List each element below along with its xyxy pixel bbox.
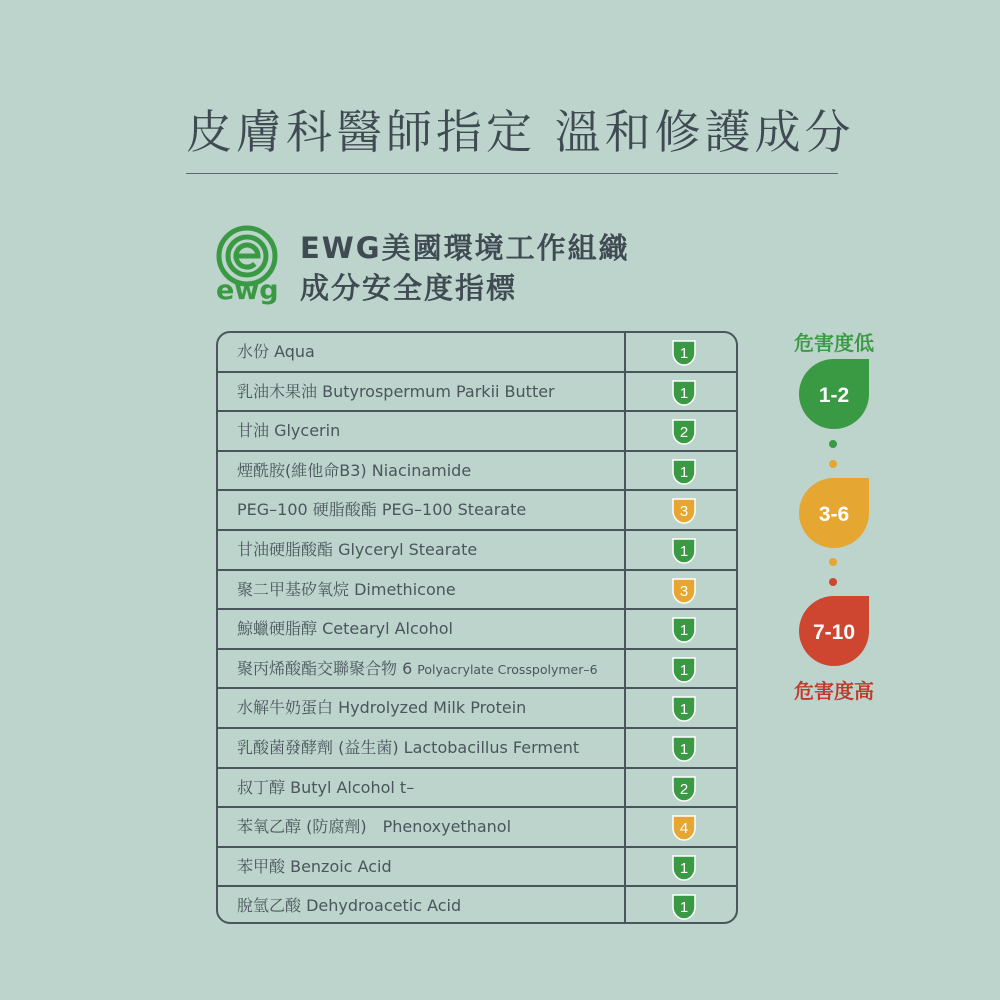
legend-range-low: 1-2 — [818, 384, 850, 407]
column-divider — [624, 531, 626, 569]
legend-range-high: 7-10 — [812, 621, 856, 644]
column-divider — [624, 689, 626, 727]
ingredient-table — [216, 331, 738, 924]
ingredient-name: 叔丁醇 Butyl Alcohol t– — [237, 777, 415, 797]
ewg-score-badge — [672, 776, 696, 802]
ewg-score-value: 1 — [679, 741, 689, 758]
column-divider — [624, 452, 626, 490]
ewg-score-value: 1 — [679, 859, 689, 877]
ingredient-name: PEG–100 硬脂酸酯 PEG–100 Stearate — [237, 500, 527, 520]
ewg-score-badge — [672, 736, 696, 762]
ewg-score-badge — [672, 894, 696, 920]
ingredient-name: 乳酸菌發酵劑 (益生菌) Lactobacillus Ferment — [237, 738, 580, 757]
table-row — [218, 452, 736, 492]
table-row — [218, 689, 736, 729]
ingredient-name: 甘油硬脂酸酯 Glyceryl Stearate — [237, 540, 478, 559]
table-row — [218, 571, 736, 611]
ingredient-name: 乳油木果油 Butyrospermum Parkii Butter — [237, 381, 555, 401]
ingredient-name: 水解牛奶蛋白 Hydrolyzed Milk Protein — [237, 698, 527, 718]
ewg-score-value: 1 — [679, 543, 689, 560]
legend-range-mid: 3-6 — [818, 503, 850, 526]
legend-drop-high — [799, 596, 869, 666]
drop-mid-icon — [799, 478, 869, 548]
legend-dot — [829, 578, 837, 586]
table-row — [218, 769, 736, 809]
table-row — [218, 333, 736, 373]
ewg-score-value: 1 — [679, 463, 689, 481]
column-divider — [624, 333, 626, 371]
ingredient-name: 水份 Aqua — [237, 342, 315, 361]
ewg-score-badge — [672, 815, 696, 841]
table-row — [218, 808, 736, 848]
ewg-score-value: 1 — [679, 701, 689, 719]
ewg-score-badge — [672, 498, 696, 524]
ewg-score-badge — [672, 657, 696, 683]
table-row — [218, 412, 736, 452]
ewg-score-badge — [672, 459, 696, 485]
ewg-score-badge — [672, 696, 696, 722]
ewg-heading-line2: 成分安全度指標 — [300, 271, 518, 305]
page-title: 皮膚科醫師指定 溫和修護成分 — [186, 105, 855, 159]
table-row — [218, 729, 736, 769]
legend-dot — [829, 460, 837, 468]
title-divider — [186, 173, 838, 174]
ewg-score-value: 1 — [679, 899, 689, 917]
ingredient-name: 脫氫乙酸 Dehydroacetic Acid — [237, 896, 462, 916]
column-divider — [624, 412, 626, 450]
column-divider — [624, 887, 626, 924]
table-row — [218, 373, 736, 413]
ewg-heading — [300, 228, 630, 308]
ewg-score-value: 4 — [679, 820, 689, 838]
legend-drop-mid — [799, 478, 869, 548]
table-row — [218, 650, 736, 690]
column-divider — [624, 729, 626, 767]
table-row — [218, 491, 736, 531]
ewg-score-badge — [672, 855, 696, 881]
legend-dot — [829, 558, 837, 566]
legend-drop-low — [799, 359, 869, 429]
table-row — [218, 531, 736, 571]
ewg-score-badge — [672, 419, 696, 445]
column-divider — [624, 808, 626, 846]
ewg-score-value: 2 — [679, 780, 689, 798]
ewg-score-value: 2 — [679, 424, 689, 442]
column-divider — [624, 373, 626, 411]
ewg-logo-text: ewg — [216, 275, 279, 306]
ewg-score-value: 1 — [679, 384, 689, 402]
ewg-score-badge — [672, 617, 696, 643]
ewg-score-value: 1 — [679, 622, 689, 640]
ingredient-name: 苯氧乙醇 (防腐劑) Phenoxyethanol — [237, 817, 512, 837]
ewg-score-badge — [672, 538, 696, 564]
ewg-score-value: 3 — [679, 503, 689, 521]
ingredient-name-small: Polyacrylate Crosspolymer–6 — [417, 661, 598, 677]
ingredient-name: 煙酰胺(維他命B3) Niacinamide — [237, 460, 472, 480]
table-row — [218, 848, 736, 888]
column-divider — [624, 848, 626, 886]
legend-dot — [829, 440, 837, 448]
table-row — [218, 610, 736, 650]
ewg-heading-line1: EWG美國環境工作組織 — [300, 231, 630, 265]
column-divider — [624, 571, 626, 609]
ewg-score-badge — [672, 340, 696, 366]
table-row — [218, 887, 736, 924]
drop-high-icon — [799, 596, 869, 666]
ingredient-name: 鯨蠟硬脂醇 Cetearyl Alcohol — [237, 619, 453, 639]
ewg-score-badge — [672, 578, 696, 604]
ewg-score-value: 1 — [679, 661, 689, 679]
ingredient-name: 甘油 Glycerin — [237, 421, 341, 441]
column-divider — [624, 769, 626, 807]
column-divider — [624, 491, 626, 529]
ewg-score-value: 1 — [679, 345, 689, 362]
ewg-score-value: 3 — [679, 582, 689, 600]
ingredient-name: 聚二甲基矽氧烷 Dimethicone — [237, 579, 456, 599]
ingredient-name: 苯甲酸 Benzoic Acid — [237, 856, 392, 876]
column-divider — [624, 650, 626, 688]
legend-high-label: 危害度高 — [794, 679, 874, 703]
column-divider — [624, 610, 626, 648]
drop-low-icon — [799, 359, 869, 429]
ewg-score-badge — [672, 380, 696, 406]
ingredient-name-main: 聚丙烯酸酯交聯聚合物 6 — [237, 658, 413, 678]
legend-low-label: 危害度低 — [794, 331, 874, 355]
ingredient-name — [237, 650, 598, 688]
